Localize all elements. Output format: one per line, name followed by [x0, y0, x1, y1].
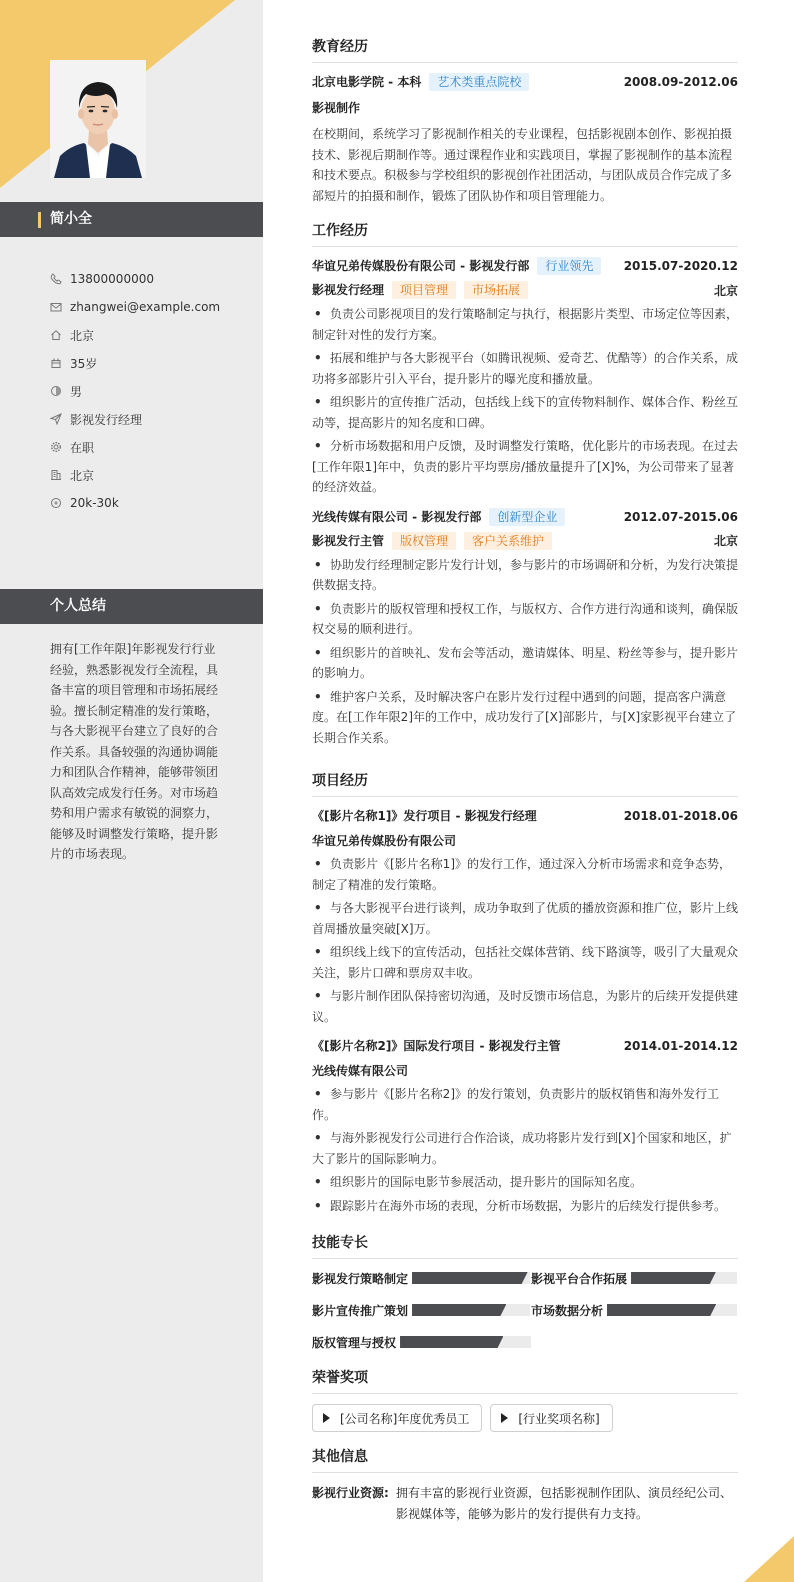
list-item: • 跟踪影片在海外市场的表现，分析市场数据，为影片的后续发行提供参考。	[314, 1198, 727, 1213]
home-icon	[50, 329, 62, 341]
email-text: zhangwei@example.com	[70, 300, 221, 314]
skills-section	[312, 1232, 738, 1351]
skill-tag: 客户关系维护	[464, 532, 552, 550]
project-name: 《[影片名称1]》发行项目 - 影视发行经理	[312, 809, 537, 823]
list-item: • 负责公司影视项目的发行策略制定与执行，根据影片类型、市场定位等因素，制定针对性的发行方案。	[312, 307, 739, 342]
info-item-phone	[50, 265, 250, 293]
project-bullets	[312, 1084, 738, 1216]
skill-fill	[412, 1272, 528, 1284]
work-section	[312, 220, 738, 748]
award-label: [公司名称]年度优秀员工	[340, 1411, 470, 1426]
bullet-text: 与海外影视发行公司进行合作洽谈，成功将影片发行到[X]个国家和地区，扩大了影片的国际影响力。	[312, 1131, 732, 1166]
hometown-text: 北京	[70, 328, 95, 343]
job-role: 影视发行主管	[312, 533, 385, 548]
gear-icon	[50, 441, 62, 453]
skill-label: 版权管理与授权	[312, 1335, 397, 1350]
project-entry	[312, 1037, 738, 1216]
project-org: 华谊兄弟传媒股份有限公司	[312, 834, 457, 848]
skill-bar	[607, 1304, 737, 1316]
info-item-salary	[50, 489, 250, 517]
salary-text: 20k-30k	[70, 496, 119, 510]
list-item: • 组织影片的宣传推广活动，包括线上线下的宣传物料制作、媒体合作、粉丝互动等，提高影片的知名度和口碑。	[312, 395, 739, 430]
skill-item	[312, 1301, 531, 1319]
list-item: • 负责影片的版权管理和授权工作，与版权方、合作方进行沟通和谈判，确保版权交易的顺利进行。	[312, 601, 739, 636]
skill-fill	[631, 1272, 716, 1284]
other-row	[312, 1483, 738, 1524]
job-header-row	[312, 508, 738, 526]
info-item-position	[50, 405, 250, 433]
info-item-email	[50, 293, 250, 321]
bullet-text: 组织影片的首映礼、发布会等活动，邀请媒体、明星、粉丝等参与，提升影片的影响力。	[312, 645, 739, 680]
list-item: • 与各大影视平台进行谈判，成功争取到了优质的播放资源和推广位，影片上线首周播放量突破[X]万。	[312, 901, 739, 936]
bullet-text: 负责影片的版权管理和授权工作，与版权方、合作方进行沟通和谈判，确保版权交易的顺利进行。	[312, 601, 739, 636]
list-item: • 协助发行经理制定影片发行计划，参与影片的市场调研和分析，为发行决策提供数据支持。	[312, 557, 739, 592]
bullet-text: 组织影片的宣传推广活动，包括线上线下的宣传物料制作、媒体合作、粉丝互动等，提高影片的知名度和口碑。	[312, 395, 739, 430]
bullet-text: 参与影片《[影片名称2]》的发行策划，负责影片的版权销售和海外发行工作。	[312, 1087, 720, 1122]
list-item: • 组织线上线下的宣传活动，包括社交媒体营销、线下路演等，吸引了大量观众关注，影片口碑和票房双丰收。	[312, 945, 739, 980]
project-period: 2014.01-2014.12	[623, 1038, 738, 1053]
bullet-text: 负责影片《[影片名称1]》的发行工作，通过深入分析市场需求和竞争态势，制定了精准的发行策略。	[312, 857, 732, 892]
project-header-row	[312, 807, 738, 824]
list-item: • 参与影片《[影片名称2]》的发行策划，负责影片的版权销售和海外发行工作。	[312, 1087, 720, 1122]
bullet-text: 维护客户关系，及时解决客户在影片发行过程中遇到的问题，提高客户满意度。在[工作年限2]年的工作中，成功发行了[X]部影片，与[X]家影视平台建立了长期合作关系。	[312, 689, 737, 745]
info-item-home	[50, 321, 250, 349]
project-org: 光线传媒有限公司	[312, 1064, 409, 1078]
info-item-age	[50, 349, 250, 377]
other-label: 影视行业资源:	[312, 1486, 389, 1500]
list-item: • 组织影片的首映礼、发布会等活动，邀请媒体、明星、粉丝等参与，提升影片的影响力。	[312, 645, 739, 680]
list-item: • 组织影片的国际电影节参展活动，提升影片的国际知名度。	[314, 1175, 643, 1189]
job-entry	[312, 508, 738, 749]
job-role-row	[312, 281, 738, 299]
list-item: • 拓展和维护与各大影视平台（如腾讯视频、爱奇艺、优酷等）的合作关系，成功将多部影片引入平台，提升影片的曝光度和播放量。	[312, 351, 739, 386]
skill-label: 市场数据分析	[531, 1303, 604, 1318]
bullet-text: 分析市场数据和用户反馈，及时调整发行策略，优化影片的市场表现。在过去[工作年限1]年中，负责的影片平均票房/播放量提升了[X]%，为公司带来了显著的经济效益。	[312, 439, 739, 494]
sidebar	[0, 0, 263, 1582]
work-title: 工作经历	[312, 220, 738, 247]
age-text: 35岁	[70, 356, 98, 371]
bullet-text: 协助发行经理制定影片发行计划，参与影片的市场调研和分析，为发行决策提供数据支持。	[312, 557, 739, 592]
avatar	[50, 60, 146, 178]
job-period: 2015.07-2020.12	[623, 259, 738, 273]
list-item: • 负责影片《[影片名称1]》的发行工作，通过深入分析市场需求和竞争态势，制定了精准的发行策略。	[312, 857, 732, 892]
list-item: • 与影片制作团队保持密切沟通，及时反馈市场信息，为影片的后续开发提供建议。	[312, 989, 739, 1024]
job-bullets	[312, 304, 738, 498]
skill-tag: 版权管理	[392, 532, 456, 550]
skill-bar	[412, 1304, 530, 1316]
education-period: 2008.09-2012.06	[623, 75, 738, 89]
projects-title: 项目经历	[312, 770, 738, 797]
skill-bar	[400, 1336, 531, 1348]
job-header-row	[312, 257, 738, 275]
education-title: 教育经历	[312, 36, 738, 63]
education-desc: 在校期间，系统学习了影视制作相关的专业课程，包括影视剧本创作、影视拍摄技术、影视后期制作等。通过课程作业和实践项目，掌握了影视制作的基本流程和技术要点。积极参与学校组织的影视创作社团活动，与团队成员合作完成了多部短片的拍摄和制作，锻炼了团队协作和项目管理能力。	[312, 127, 733, 203]
job-period: 2012.07-2015.06	[623, 509, 738, 524]
info-item-status	[50, 433, 250, 461]
job-role-row	[312, 532, 738, 550]
bullet-text: 跟踪影片在海外市场的表现，分析市场数据，为影片的后续发行提供参考。	[330, 1198, 727, 1213]
bullet-text: 组织线上线下的宣传活动，包括社交媒体营销、线下路演等，吸引了大量观众关注，影片口碑和票房双丰收。	[312, 945, 739, 980]
building-icon	[50, 469, 62, 481]
major: 影视制作	[312, 101, 361, 115]
list-item: • 与海外影视发行公司进行合作洽谈，成功将影片发行到[X]个国家和地区，扩大了影片的国际影响力。	[312, 1131, 732, 1166]
send-icon	[50, 413, 62, 425]
school-tag: 艺术类重点院校	[429, 73, 529, 91]
awards-list	[312, 1404, 738, 1432]
project-period: 2018.01-2018.06	[623, 808, 738, 823]
gender-text: 男	[70, 384, 83, 399]
gender-icon	[50, 385, 62, 397]
play-icon	[323, 1413, 330, 1423]
awards-title: 荣誉奖项	[312, 1367, 738, 1394]
company-tag: 创新型企业	[489, 508, 565, 526]
bullet-text: 与各大影视平台进行谈判，成功争取到了优质的播放资源和推广位，影片上线首周播放量突破[X]万。	[312, 901, 739, 936]
project-name: 《[影片名称2]》国际发行项目 - 影视发行主管	[312, 1039, 561, 1053]
skill-fill	[607, 1304, 716, 1316]
mail-icon	[50, 301, 62, 313]
candidate-name: 简小全	[50, 211, 92, 227]
skill-label: 影视发行策略制定	[312, 1271, 409, 1286]
projects-section	[312, 770, 738, 1216]
bullet-text: 组织影片的国际电影节参展活动，提升影片的国际知名度。	[330, 1175, 643, 1189]
project-entry	[312, 807, 738, 1027]
phone-icon	[50, 273, 62, 285]
summary-text: 拥有[工作年限]年影视发行行业经验，熟悉影视发行全流程，具备丰富的项目管理和市场拓展经验。擅长制定精准的发行策略，与各大影视平台建立了良好的合作关系。具备较强的沟通协调能力和团队合作精神，能够带领团队高效完成发行任务。对市场趋势和用户需求有敏锐的洞察力，能够及时调整发行策略，提升影片的市场表现。	[50, 642, 219, 861]
summary-title: 个人总结	[50, 598, 106, 614]
bullet-text: 与影片制作团队保持密切沟通，及时反馈市场信息，为影片的后续开发提供建议。	[312, 989, 739, 1024]
skill-tag: 项目管理	[392, 281, 456, 299]
other-section	[312, 1446, 738, 1524]
skill-item	[312, 1269, 531, 1287]
skill-bar	[412, 1272, 530, 1284]
position-text: 影视发行经理	[70, 412, 143, 427]
info-item-gender	[50, 377, 250, 405]
education-header-row	[312, 73, 738, 91]
job-company: 华谊兄弟传媒股份有限公司 - 影视发行部	[312, 259, 530, 273]
job-city: 北京	[713, 534, 738, 548]
calendar-icon	[50, 357, 62, 369]
company-tag: 行业领先	[537, 257, 601, 275]
info-item-city	[50, 461, 250, 489]
name-header	[0, 202, 263, 237]
list-item: • 维护客户关系，及时解决客户在影片发行过程中遇到的问题，提高客户满意度。在[工作年限2]年的工作中，成功发行了[X]部影片，与[X]家影视平台建立了长期合作关系。	[312, 689, 737, 745]
main-content	[312, 36, 738, 1524]
job-city: 北京	[713, 283, 738, 298]
skills-grid	[312, 1269, 738, 1351]
skill-item	[531, 1301, 738, 1319]
project-bullets	[312, 854, 738, 1027]
bullet-text: 拓展和维护与各大影视平台（如腾讯视频、爱奇艺、优酷等）的合作关系，成功将多部影片引入平台，提升影片的曝光度和播放量。	[312, 351, 739, 386]
decorative-corner-bottom	[744, 1536, 794, 1582]
skill-item	[312, 1333, 531, 1351]
skill-tag: 市场拓展	[464, 281, 528, 299]
job-company: 光线传媒有限公司 - 影视发行部	[312, 509, 482, 524]
contact-info-list	[50, 265, 250, 517]
awards-section	[312, 1367, 738, 1432]
skill-fill	[412, 1304, 506, 1316]
skill-bar	[631, 1272, 737, 1284]
salary-icon	[50, 497, 62, 509]
job-entry	[312, 257, 738, 498]
skill-label: 影片宣传推广策划	[312, 1303, 409, 1318]
skills-title: 技能专长	[312, 1232, 738, 1259]
summary-header	[0, 589, 263, 624]
skill-label: 影视平台合作拓展	[531, 1271, 628, 1286]
project-header-row	[312, 1037, 738, 1054]
award-label: [行业奖项名称]	[518, 1411, 600, 1426]
phone-text: 13800000000	[70, 272, 154, 286]
status-text: 在职	[70, 440, 95, 455]
other-title: 其他信息	[312, 1446, 738, 1473]
city-text: 北京	[70, 468, 95, 483]
bullet-text: 负责公司影视项目的发行策略制定与执行，根据影片类型、市场定位等因素，制定针对性的发行方案。	[312, 307, 739, 342]
other-text: 拥有丰富的影视行业资源，包括影视制作团队、演员经纪公司、影视媒体等，能够为影片的发行提供有力支持。	[396, 1486, 733, 1521]
education-section	[312, 36, 738, 206]
award-item[interactable]	[312, 1404, 482, 1432]
play-icon	[501, 1413, 508, 1423]
school-name: 北京电影学院 - 本科	[312, 75, 422, 89]
job-role: 影视发行经理	[312, 283, 385, 297]
job-bullets	[312, 555, 738, 749]
skill-fill	[400, 1336, 503, 1348]
skill-item	[531, 1269, 738, 1287]
award-item[interactable]	[490, 1404, 612, 1432]
list-item: • 分析市场数据和用户反馈，及时调整发行策略，优化影片的市场表现。在过去[工作年限1]年中，负责的影片平均票房/播放量提升了[X]%，为公司带来了显著的经济效益。	[312, 439, 739, 494]
avatar-photo	[50, 60, 146, 178]
